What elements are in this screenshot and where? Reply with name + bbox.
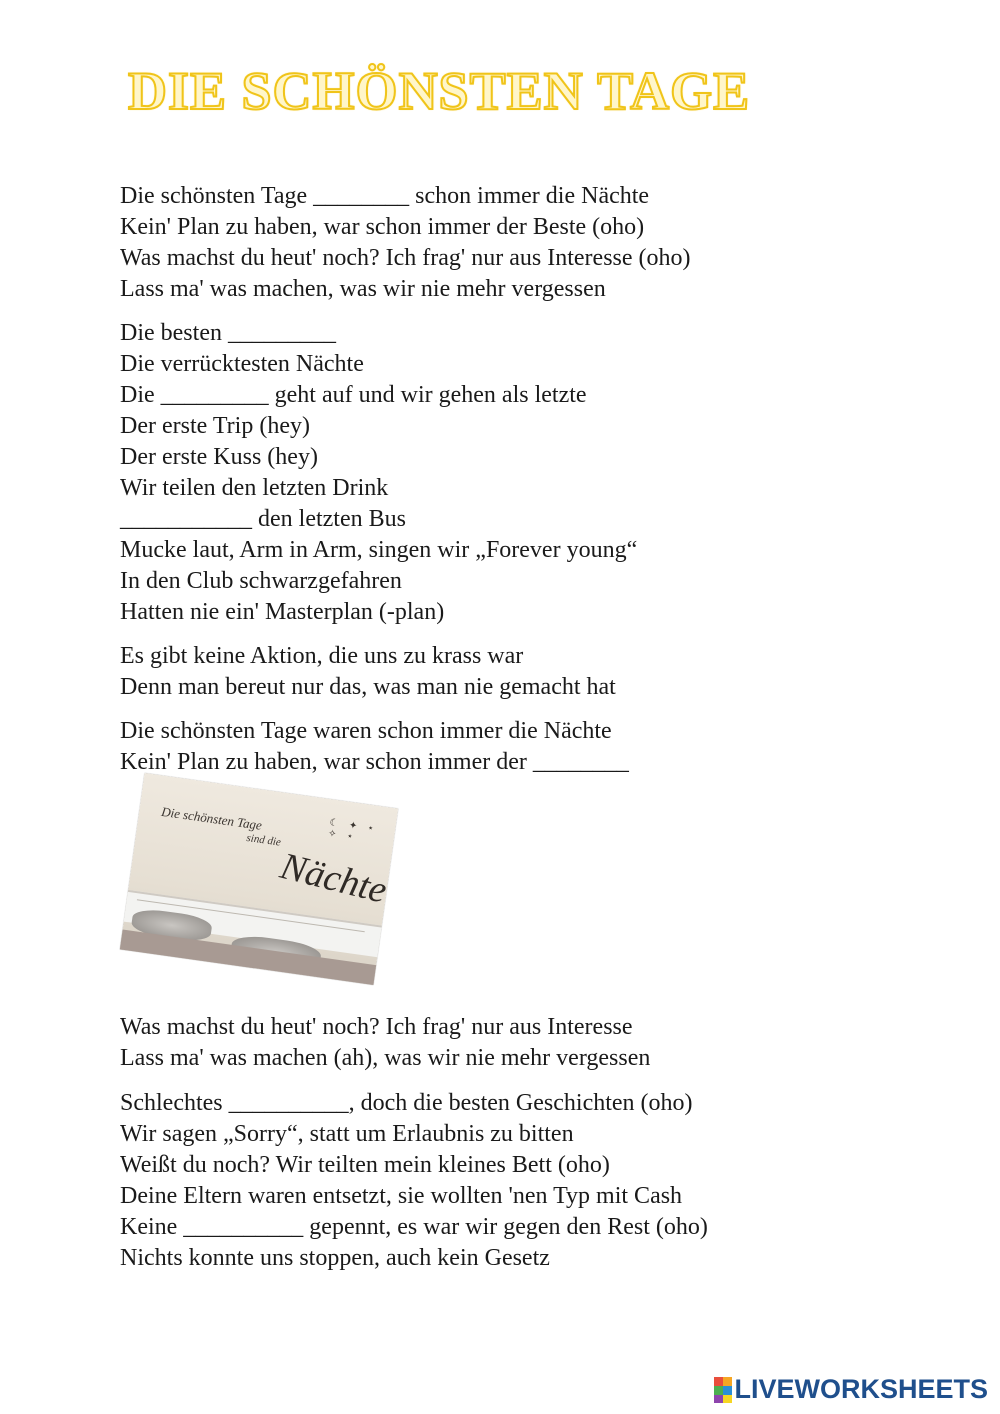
- lyric-line: Hatten nie ein' Masterplan (-plan): [120, 599, 445, 625]
- lyric-line: Keine __________ gepennt, es war wir gegen den Rest (oho): [120, 1214, 708, 1240]
- photo-text: Die schönsten Tage: [160, 803, 263, 833]
- stanza-4: [120, 716, 691, 778]
- stanza-3: [120, 641, 691, 703]
- lyric-line: Kein' Plan zu haben, war schon immer der ________: [120, 749, 629, 775]
- lyric-line: Schlechtes __________, doch die besten Geschichten (oho): [120, 1090, 693, 1116]
- lyric-line: Denn man bereut nur das, was man nie gemacht hat: [120, 674, 616, 700]
- lyrics-bottom: [120, 1012, 708, 1274]
- stanza-6: [120, 1088, 708, 1274]
- stanza-1: [120, 181, 691, 305]
- lyric-line: In den Club schwarzgefahren: [120, 568, 402, 594]
- photo-text: sind die: [245, 831, 282, 849]
- wall-decal-photo: [120, 773, 398, 985]
- lyric-line: Kein' Plan zu haben, war schon immer der Beste (oho): [120, 214, 645, 240]
- photo-text: Nächte: [276, 844, 391, 912]
- lyric-line: Wir sagen „Sorry“, statt um Erlaubnis zu bitten: [120, 1121, 574, 1147]
- lyric-line: Der erste Trip (hey): [120, 413, 310, 439]
- lyric-line: ___________ den letzten Bus: [120, 506, 406, 532]
- stanza-2: [120, 318, 691, 628]
- lyrics-top: [120, 181, 691, 778]
- lyric-line: Die verrücktesten Nächte: [120, 351, 364, 377]
- lyric-line: Mucke laut, Arm in Arm, singen wir „Forever young“: [120, 537, 638, 563]
- logo-text: LIVEWORKSHEETS: [734, 1374, 988, 1404]
- liveworksheets-logo[interactable]: [714, 1374, 988, 1405]
- lyric-line: Deine Eltern waren entsetzt, sie wollten 'nen Typ mit Cash: [120, 1183, 683, 1209]
- stars-icon: ☾ ✦ ⋆ ✧ ⋆: [327, 817, 379, 844]
- lyric-line: Lass ma' was machen, was wir nie mehr vergessen: [120, 276, 606, 302]
- lyric-line: Was machst du heut' noch? Ich frag' nur aus Interesse (oho): [120, 245, 691, 271]
- lyric-line: Lass ma' was machen (ah), was wir nie mehr vergessen: [120, 1045, 651, 1071]
- lyric-line: Weißt du noch? Wir teilten mein kleines Bett (oho): [120, 1152, 610, 1178]
- lyric-line: Die schönsten Tage waren schon immer die Nächte: [120, 718, 612, 744]
- logo-icon: [714, 1377, 732, 1403]
- lyric-line: Die schönsten Tage ________ schon immer die Nächte: [120, 183, 650, 209]
- stanza-5: [120, 1012, 708, 1074]
- lyric-line: Die _________ geht auf und wir gehen als letzte: [120, 382, 587, 408]
- lyric-line: Die besten _________: [120, 320, 336, 346]
- page-title: DIE SCHÖNSTEN TAGE: [128, 61, 751, 121]
- lyric-line: Was machst du heut' noch? Ich frag' nur aus Interesse: [120, 1014, 633, 1040]
- lyric-line: Wir teilen den letzten Drink: [120, 475, 389, 501]
- lyric-line: Der erste Kuss (hey): [120, 444, 318, 470]
- lyric-line: Es gibt keine Aktion, die uns zu krass war: [120, 643, 524, 669]
- lyric-line: Nichts konnte uns stoppen, auch kein Gesetz: [120, 1245, 550, 1271]
